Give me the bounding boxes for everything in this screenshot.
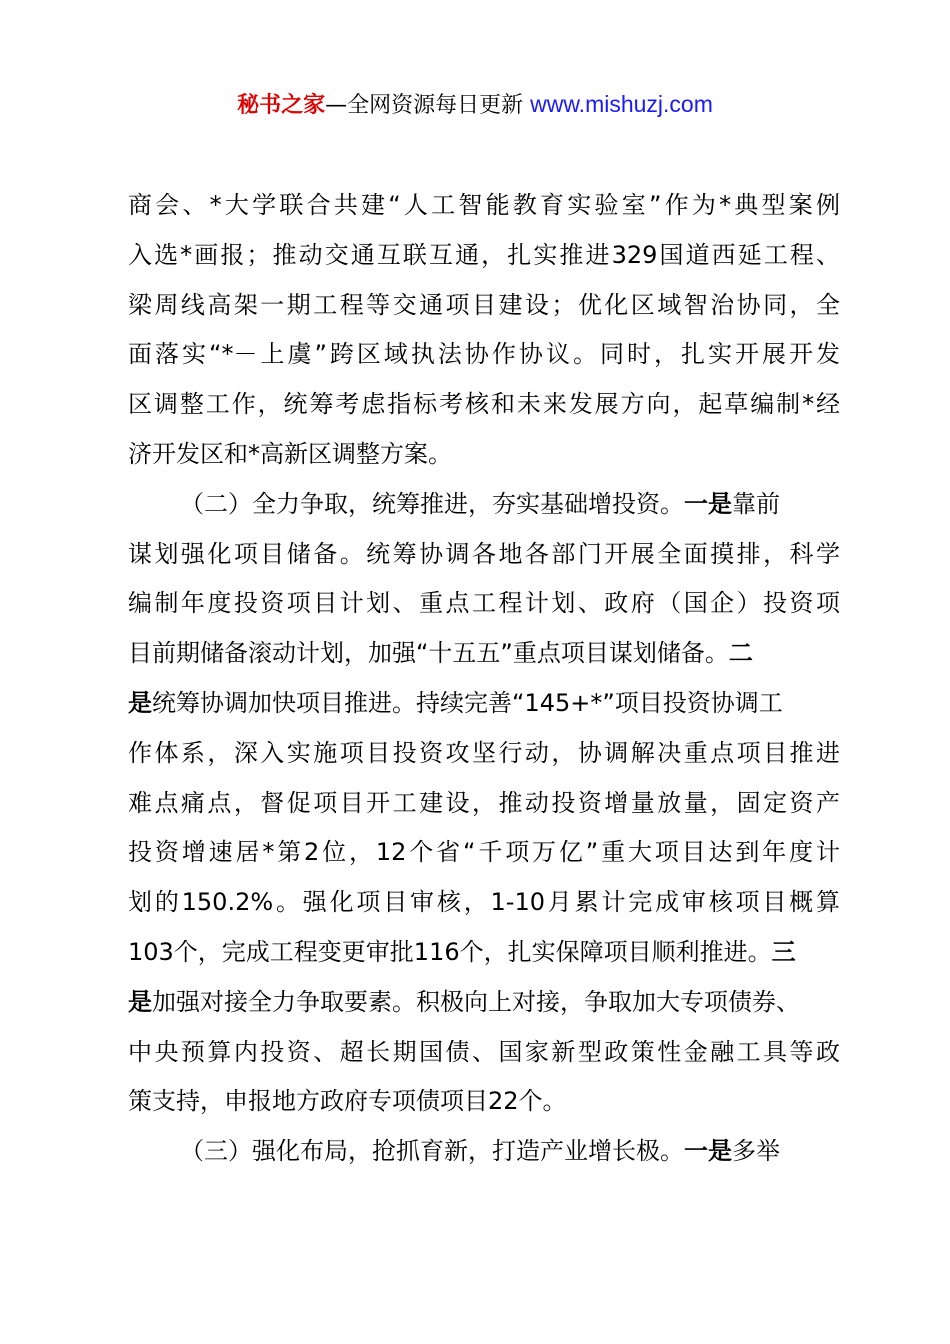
text-line: 编制年度投资项目计划、重点工程计划、政府（国企）投资项 bbox=[128, 589, 840, 618]
section-heading: （三）强化布局，抢抓育新，打造产业增长极。 bbox=[180, 1137, 684, 1166]
text-line: 中央预算内投资、超长期国债、国家新型政策性金融工具等政 bbox=[128, 1037, 840, 1066]
text-line: 面落实“*－上虞”跨区域执法协作协议。同时，扎实开展开发 bbox=[128, 340, 840, 369]
point-marker: 是 bbox=[128, 688, 152, 717]
text-line bbox=[128, 629, 840, 679]
brand-name: 秘书之家 bbox=[237, 93, 326, 118]
text-fragment: 目前期储备滚动计划，加强“十五五”重点项目谋划储备。 bbox=[128, 639, 729, 668]
text-line: 划的150.2%。强化项目审核，1-10月累计完成审核项目概算 bbox=[128, 888, 840, 917]
point-marker: 三 bbox=[771, 937, 796, 966]
point-marker: 二 bbox=[728, 639, 753, 668]
text-fragment: 统筹协调加快项目推进。持续完善“145+*”项目投资协调工 bbox=[152, 688, 783, 717]
site-banner bbox=[0, 88, 950, 122]
section-heading: （二）全力争取，统筹推进，夯实基础增投资。 bbox=[180, 489, 684, 518]
text-fragment: 多举 bbox=[732, 1137, 780, 1166]
point-marker: 是 bbox=[128, 987, 152, 1016]
text-line: 作体系，深入实施项目投资攻坚行动，协调解决重点项目推进 bbox=[128, 738, 840, 767]
text-line bbox=[128, 978, 840, 1028]
section-heading-line bbox=[128, 480, 840, 530]
text-line bbox=[128, 928, 840, 978]
text-line: 谋划强化项目储备。统筹协调各地各部门开展全面摸排，科学 bbox=[128, 539, 840, 568]
text-line: 梁周线高架一期工程等交通项目建设；优化区域智治协同，全 bbox=[128, 290, 840, 319]
text-line: 区调整工作，统筹考虑指标考核和未来发展方向，起草编制*经 bbox=[128, 390, 840, 419]
text-line: 难点痛点，督促项目开工建设，推动投资增量放量，固定资产 bbox=[128, 788, 840, 817]
text-fragment: 103个，完成工程变更审批116个，扎实保障项目顺利推进。 bbox=[128, 937, 772, 966]
section-heading-line bbox=[128, 1127, 840, 1177]
text-line: 济开发区和*高新区调整方案。 bbox=[128, 439, 452, 468]
text-line bbox=[128, 679, 840, 729]
site-url-link[interactable]: www.mishuzj.com bbox=[530, 91, 713, 117]
text-line: 策支持，申报地方政府专项债项目22个。 bbox=[128, 1087, 567, 1116]
banner-tagline: —全网资源每日更新 bbox=[325, 93, 524, 118]
point-marker: 一是 bbox=[684, 1137, 732, 1166]
text-line: 入选*画报；推动交通互联互通，扎实推进329国道西延工程、 bbox=[128, 240, 840, 269]
text-line: 投资增速居*第2位，12个省“千项万亿”重大项目达到年度计 bbox=[128, 838, 840, 867]
text-fragment: 靠前 bbox=[732, 489, 780, 518]
document-body bbox=[128, 181, 840, 1177]
text-fragment: 加强对接全力争取要素。积极向上对接，争取加大专项债券、 bbox=[152, 987, 800, 1016]
point-marker: 一是 bbox=[684, 489, 732, 518]
text-line: 商会、*大学联合共建“人工智能教育实验室”作为*典型案例 bbox=[128, 191, 840, 219]
